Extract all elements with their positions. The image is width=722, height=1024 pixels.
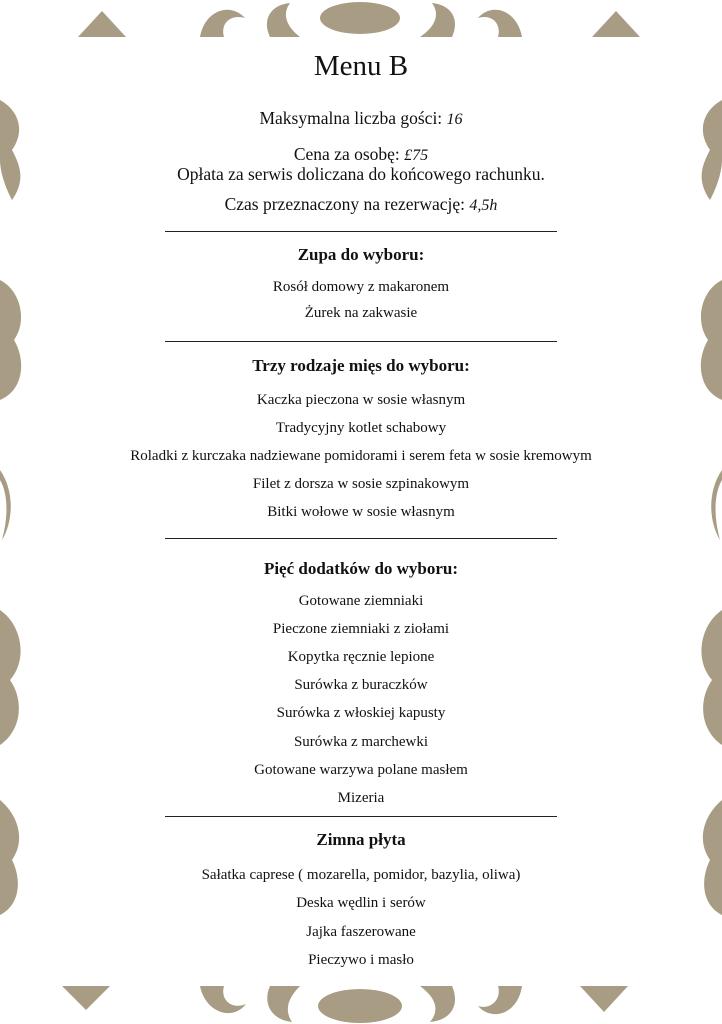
- price-line: [28, 144, 694, 165]
- time-value: 4,5h: [469, 197, 498, 214]
- list-item: Filet z dorsza w sosie szpinakowym: [252, 476, 470, 492]
- list-item: Pieczywo i masło: [308, 952, 414, 968]
- price-label: Cena za osobę:: [293, 144, 400, 164]
- section-heading-cold-platter: Zimna płyta: [316, 830, 406, 849]
- list-item: Surówka z buraczków: [294, 677, 428, 693]
- list-item: Gotowane warzywa polane masłem: [254, 762, 468, 778]
- list-item: Gotowane ziemniaki: [298, 593, 424, 609]
- divider: [165, 341, 557, 342]
- divider: [165, 231, 557, 232]
- max-guests-value: 16: [446, 111, 463, 128]
- list-item: Tradycyjny kotlet schabowy: [275, 420, 447, 436]
- list-item: Rosół domowy z makaronem: [272, 279, 450, 295]
- section-heading-sides: Pięć dodatków do wyboru:: [263, 559, 459, 578]
- time-label: Czas przeznaczony na rezerwację:: [224, 194, 466, 214]
- list-item: Jajka faszerowane: [306, 924, 416, 940]
- max-guests-line: [28, 108, 694, 129]
- list-item: Kaczka pieczona w sosie własnym: [256, 392, 466, 408]
- section-heading-soup: Zupa do wyboru:: [297, 245, 425, 264]
- time-line: [28, 194, 694, 215]
- menu-title: Menu B: [313, 50, 409, 82]
- list-item: Sałatka caprese ( mozarella, pomidor, bazylia, oliwa): [201, 867, 521, 883]
- list-item: Kopytka ręcznie lepione: [287, 649, 435, 665]
- list-item: Surówka z marchewki: [293, 734, 429, 750]
- section-heading-meats: Trzy rodzaje mięs do wyboru:: [252, 356, 470, 375]
- max-guests-label: Maksymalna liczba gości:: [259, 108, 443, 128]
- list-item: Roladki z kurczaka nadziewane pomidorami i serem feta w sosie kremowym: [130, 448, 592, 464]
- list-item: Bitki wołowe w sosie własnym: [267, 504, 455, 520]
- list-item: Pieczone ziemniaki z ziołami: [272, 621, 450, 637]
- list-item: Deska wędlin i serów: [296, 895, 426, 911]
- divider: [165, 538, 557, 539]
- menu-card: [28, 38, 694, 984]
- list-item: Mizeria: [337, 790, 385, 806]
- divider: [165, 816, 557, 817]
- service-note: Opłata za serwis doliczana do końcowego rachunku.: [177, 164, 545, 184]
- list-item: Żurek na zakwasie: [304, 305, 418, 321]
- list-item: Surówka z włoskiej kapusty: [276, 705, 446, 721]
- price-value: £75: [404, 147, 429, 164]
